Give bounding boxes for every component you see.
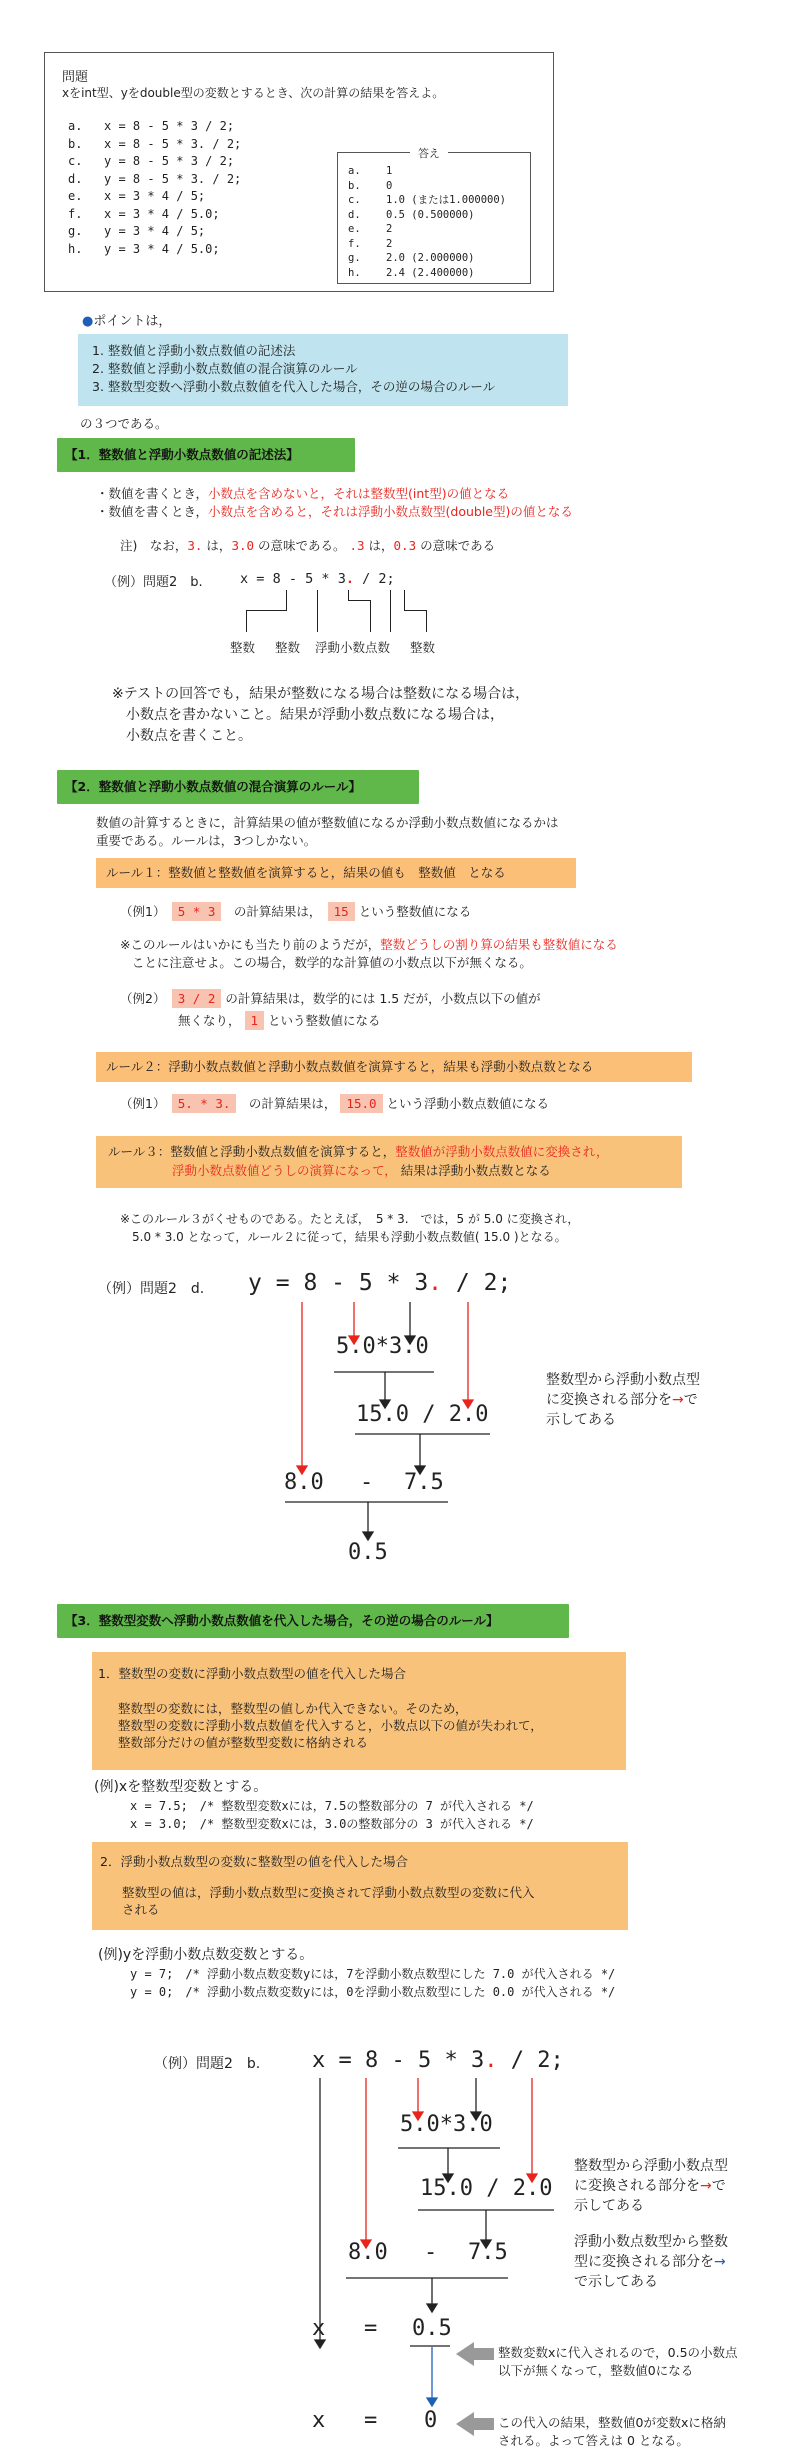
problem-item-expr: y = 3 * 4 / 5; bbox=[104, 224, 206, 238]
b-step1: 5.0*3.0 bbox=[400, 2112, 493, 2137]
rule2-bar: ルール２：浮動小数点数値と浮動小数点数値を演算すると，結果も浮動小数点数となる bbox=[96, 1052, 692, 1082]
problem-item-expr: x = 8 - 5 * 3 / 2; bbox=[104, 119, 235, 133]
b-step2: 15.0 / 2.0 bbox=[420, 2176, 553, 2201]
d-step2: 15.0 / 2.0 bbox=[356, 1402, 489, 1427]
b-final-result: 0 bbox=[424, 2408, 438, 2433]
section1-heading: 【1．整数値と浮動小数点数値の記述法】 bbox=[57, 438, 355, 472]
answer-item-label: c. bbox=[348, 194, 361, 206]
sec1-note: 注) なお，3. は，3.0 の意味である。 .3 は，0.3 の意味である bbox=[120, 538, 496, 553]
sec3-ex1-title: (例)xを整数型変数とする。 bbox=[94, 1779, 268, 1795]
problem-item-label: g. bbox=[68, 224, 83, 238]
tag-integer: 整数 bbox=[230, 640, 256, 655]
sec3-ex2-title: (例)yを浮動小数点数変数とする。 bbox=[98, 1947, 314, 1963]
problem-item bbox=[68, 171, 241, 189]
sec1-bullet2: ・数値を書くとき，小数点を含めると，それは浮動小数点数型(double型)の値となる bbox=[96, 504, 573, 519]
tree-line bbox=[348, 600, 370, 601]
problem-list bbox=[68, 118, 241, 258]
sec3-ex1-line1: x = 7.5; /* 整数型変数xには，7.5の整数部分の 7 が代入される */ bbox=[130, 1799, 534, 1813]
answer-item-label: b. bbox=[348, 179, 361, 192]
answer-item bbox=[348, 251, 506, 266]
tree-line bbox=[426, 610, 427, 632]
b-note1: 整数型から浮動小数点型 に変換される部分を→で 示してある bbox=[574, 2158, 728, 2214]
answer-item bbox=[348, 266, 506, 281]
tree-line bbox=[348, 590, 349, 600]
b-step3-left: 8.0 bbox=[348, 2240, 388, 2265]
tag-integer: 整数 bbox=[410, 640, 436, 655]
problem-item-expr: x = 3 * 4 / 5; bbox=[104, 189, 206, 203]
answer-item-value: 2.0 (2.000000) bbox=[386, 252, 475, 264]
b-note2: 浮動小数点数型から整数 型に変換される部分を→ で示してある bbox=[574, 2234, 728, 2290]
sec3-ex2-line2: y = 0; /* 浮動小数点数変数yには，0を浮動小数点数型にした 0.0 が代入される */ bbox=[130, 1985, 616, 1999]
rule2-example1: （例1） 5. * 3. の計算結果は， 15.0 という浮動小数点数値になる bbox=[120, 1096, 550, 1111]
problem-item-label: h. bbox=[68, 241, 83, 256]
sec3-ex1-line2: x = 3.0; /* 整数型変数xには，3.0の整数部分の 3 が代入される */ bbox=[130, 1817, 534, 1831]
d-result: 0.5 bbox=[348, 1540, 388, 1565]
tree-line bbox=[370, 600, 371, 632]
section2-heading: 【2．整数値と浮動小数点数値の混合演算のルール】 bbox=[57, 770, 419, 804]
answer-item bbox=[348, 164, 506, 179]
rule3-note: ※このルール３がくせものである。たとえば， 5 * 3. では，5 が 5.0 に変換され， 5.0 * 3.0 となって，ルール２に従って，結果も浮動小数点数値( 15.0 )となる。 bbox=[120, 1212, 580, 1244]
sec1-remark: ※テストの回答でも，結果が整数になる場合は整数になる場合は， 小数点を書かないこと。結果が浮動小数点数になる場合は， 小数点を書くこと。 bbox=[112, 686, 530, 744]
tag-integer: 整数 bbox=[275, 640, 301, 655]
answer-item bbox=[348, 193, 506, 208]
answer-item bbox=[348, 208, 506, 223]
sec3-box1-title: 1．整数型の変数に浮動小数点数型の値を代入した場合 bbox=[98, 1666, 406, 1681]
d-example-label: （例）問題2 d. bbox=[98, 1281, 205, 1297]
answer-item-value: 2.4 (2.400000) bbox=[386, 266, 475, 279]
answer-item-value: 1.0 (または1.000000) bbox=[386, 194, 507, 206]
d-step1: 5.0*3.0 bbox=[336, 1334, 429, 1359]
answer-item-label: h. bbox=[348, 266, 361, 279]
answer-item-value: 2 bbox=[386, 237, 393, 250]
b-lhs-eq: = bbox=[364, 2316, 378, 2341]
points-list bbox=[92, 342, 495, 396]
answer-item-value: 2 bbox=[386, 223, 393, 235]
sec1-example-label: （例）問題2 b. bbox=[104, 575, 203, 590]
problem-title: 問題 bbox=[62, 70, 89, 85]
problem-item bbox=[68, 153, 241, 171]
d-step3-right: 7.5 bbox=[404, 1470, 444, 1495]
sec3-ex2-line1: y = 7; /* 浮動小数点数変数yには，7を浮動小数点数型にした 7.0 が代入される */ bbox=[130, 1967, 616, 1981]
problem-item-expr: y = 8 - 5 * 3 / 2; bbox=[104, 154, 235, 168]
b-example-label: （例）問題2 b. bbox=[154, 2056, 261, 2072]
answer-item-label: e. bbox=[348, 223, 361, 235]
problem-item-expr: y = 8 - 5 * 3. / 2; bbox=[104, 171, 242, 186]
point-item: 2. 整数値と浮動小数点数値の混合演算のルール bbox=[92, 361, 358, 376]
answer-item-label: d. bbox=[348, 208, 361, 221]
problem-item bbox=[68, 223, 241, 241]
problem-item bbox=[68, 118, 241, 136]
d-step3-minus: - bbox=[360, 1470, 374, 1495]
points-intro: ●ポイントは， bbox=[82, 314, 172, 329]
sec3-box1-body: 整数型の変数には，整数型の値しか代入できない。そのため， 整数型の変数に浮動小数点数値を代入すると，小数点以下の値が失われて， 整数部分だけの値が整数型変数に格納される bbox=[118, 1701, 543, 1750]
problem-item-label: a. bbox=[68, 119, 83, 133]
tree-line bbox=[390, 590, 391, 632]
rule1-example2: （例2） 3 / 2 の計算結果は，数学的には 1.5 だが，小数点以下の値が 無くなり， 1 という整数値になる bbox=[120, 991, 541, 1028]
b-final-eq: = bbox=[364, 2408, 378, 2433]
sec1-bullet1: ・数値を書くとき，小数点を含めないと，それは整数型(int型)の値となる bbox=[96, 486, 510, 501]
problem-item-label: c. bbox=[68, 154, 83, 168]
problem-item-expr: y = 3 * 4 / 5.0; bbox=[104, 241, 220, 256]
answers-list bbox=[348, 164, 506, 280]
problem-item bbox=[68, 188, 241, 206]
rule1-bar: ルール１：整数値と整数値を演算すると，結果の値も 整数値 となる bbox=[96, 858, 576, 888]
b-step3-minus: - bbox=[424, 2240, 438, 2265]
answer-item bbox=[348, 222, 506, 237]
rule3-text: ルール３：整数値と浮動小数点数値を演算すると，整数値が浮動小数点数値に変換され， 浮動小数点数値どうしの演算になって， 結果は浮動小数点数となる bbox=[108, 1144, 609, 1178]
answer-item-label: f. bbox=[348, 237, 361, 250]
b-lhs-x: x bbox=[312, 2316, 326, 2341]
d-step3-left: 8.0 bbox=[284, 1470, 324, 1495]
answer-item-label: a. bbox=[348, 165, 361, 177]
problem-item-label: b. bbox=[68, 136, 83, 151]
problem-item-expr: x = 8 - 5 * 3. / 2; bbox=[104, 136, 242, 151]
d-note: 整数型から浮動小数点型 に変換される部分を→で 示してある bbox=[546, 1372, 700, 1428]
answer-item-value: 0.5 (0.500000) bbox=[386, 208, 475, 221]
sec2-intro: 数値の計算するときに，計算結果の値が整数値になるか浮動小数点数値になるかは 重要である。ルールは，3つしかない。 bbox=[96, 815, 559, 848]
problem-item-label: e. bbox=[68, 189, 83, 203]
sec3-box2-body: 整数型の値は，浮動小数点数型に変換されて浮動小数点数型の変数に代入 される bbox=[122, 1885, 535, 1917]
point-item: 3. 整数型変数へ浮動小数点数値を代入した場合，その逆の場合のルール bbox=[92, 379, 496, 394]
rule1-example1: （例1） 5 * 3 の計算結果は， 15 という整数値になる bbox=[120, 904, 472, 919]
b-note4: この代入の結果，整数値0が変数xに格納 される。よって答えは 0 となる。 bbox=[498, 2415, 726, 2448]
answers-title: 答え bbox=[410, 145, 448, 161]
problem-item bbox=[68, 241, 241, 259]
sec1-example-expression: x = 8 - 5 * 3. / 2; bbox=[240, 571, 395, 587]
problem-item bbox=[68, 206, 241, 224]
points-outro: の３つである。 bbox=[80, 416, 168, 431]
tree-line bbox=[317, 590, 318, 632]
section3-heading: 【3．整数型変数へ浮動小数点数値を代入した場合，その逆の場合のルール】 bbox=[57, 1604, 569, 1638]
tree-line bbox=[246, 610, 287, 611]
d-expression: y = 8 - 5 * 3. / 2; bbox=[248, 1270, 512, 1296]
b-expression: x = 8 - 5 * 3. / 2; bbox=[312, 2048, 564, 2073]
b-final-x: x bbox=[312, 2408, 326, 2433]
sec3-box2-title: 2．浮動小数点数型の変数に整数型の値を代入した場合 bbox=[100, 1854, 408, 1869]
b-step3-right: 7.5 bbox=[468, 2240, 508, 2265]
tree-line bbox=[246, 610, 247, 632]
answer-item bbox=[348, 179, 506, 194]
problem-item-expr: x = 3 * 4 / 5.0; bbox=[104, 206, 220, 221]
tree-line bbox=[404, 590, 405, 610]
answer-item bbox=[348, 237, 506, 252]
tree-line bbox=[286, 590, 287, 610]
rule1-note: ※このルールはいかにも当たり前のようだが，整数どうしの割り算の結果も整数値になる ことに注意せよ。この場合，数学的な計算値の小数点以下が無くなる。 bbox=[120, 937, 618, 970]
problem-item bbox=[68, 136, 241, 154]
problem-item-label: f. bbox=[68, 206, 83, 221]
b-note3: 整数変数xに代入されるので，0.5の小数点 以下が無くなって，整数値0になる bbox=[498, 2345, 738, 2378]
b-result-float: 0.5 bbox=[412, 2316, 452, 2341]
answer-item-label: g. bbox=[348, 252, 361, 264]
problem-description: xをint型、yをdouble型の変数とするとき、次の計算の結果を答えよ。 bbox=[62, 86, 445, 100]
problem-item-label: d. bbox=[68, 171, 83, 186]
tree-line bbox=[404, 610, 426, 611]
point-item: 1. 整数値と浮動小数点数値の記述法 bbox=[92, 343, 296, 358]
answer-item-value: 1 bbox=[386, 165, 393, 177]
tag-float: 浮動小数点数 bbox=[315, 640, 391, 655]
answer-item-value: 0 bbox=[386, 179, 393, 192]
